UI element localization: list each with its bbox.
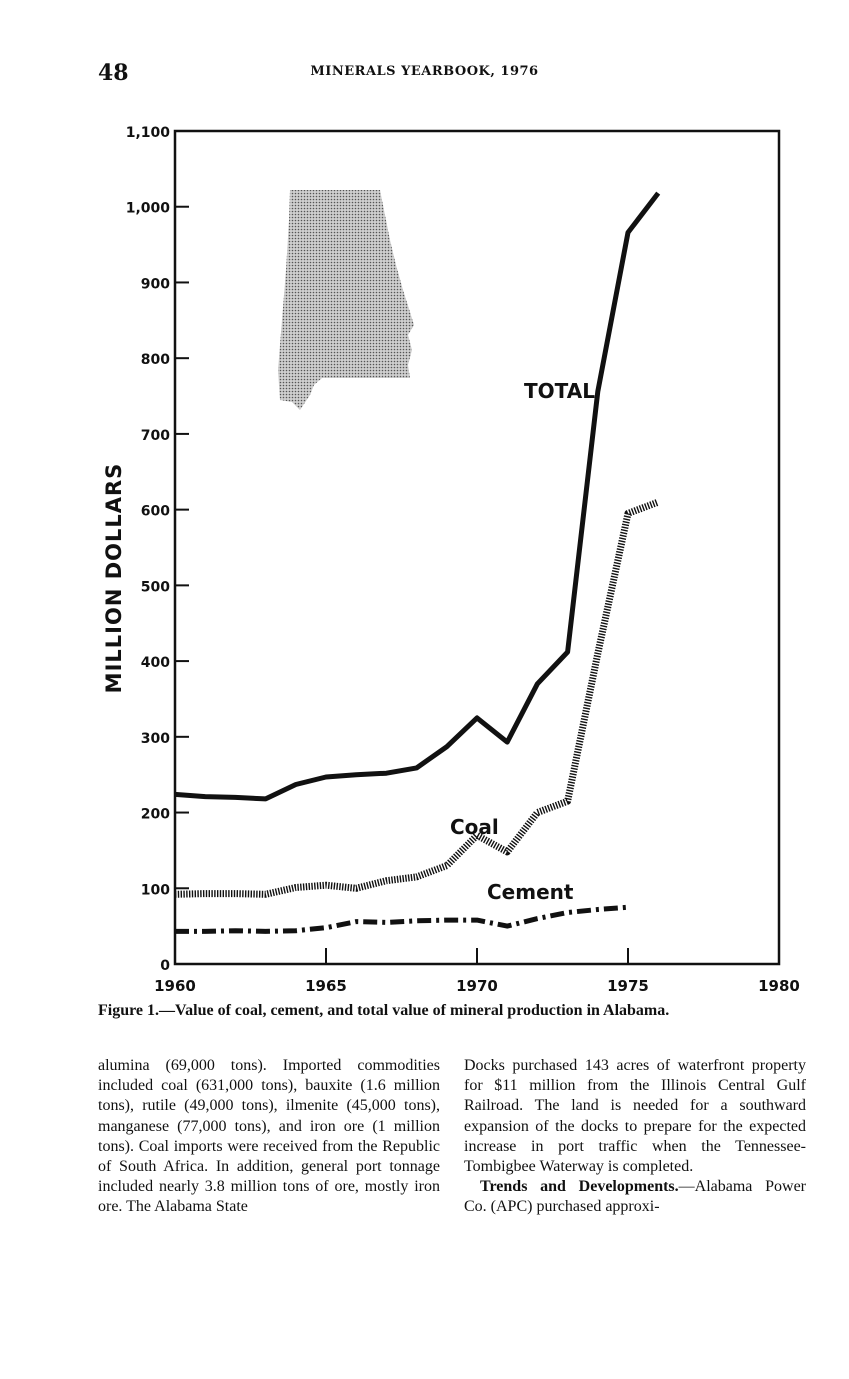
body-column-left	[98, 1056, 440, 1218]
x-tick-label: 1965	[305, 977, 347, 995]
series-label-total: TOTAL	[524, 379, 595, 403]
series-layer	[175, 193, 658, 931]
y-tick-label: 700	[140, 427, 170, 444]
series-line-coal	[175, 502, 658, 894]
y-tick-label: 1,000	[125, 200, 170, 217]
x-tick-label: 1970	[456, 977, 498, 995]
series-label-coal: Coal	[450, 815, 499, 839]
y-tick-label: 400	[140, 655, 170, 672]
body-paragraph: Docks purchased 143 acres of waterfront property for $11 million from the Illinois Central Gulf Railroad. The land is needed for a southward expansion of the docks to prepare for the expected increase in port traffic when the Tennessee-Tombigbee Waterway is completed.	[464, 1057, 806, 1176]
page-number: 48	[98, 60, 129, 86]
body-paragraph	[464, 1177, 806, 1217]
plot-frame	[175, 131, 779, 964]
y-tick-label: 200	[140, 806, 170, 823]
running-head: MINERALS YEARBOOK, 1976	[310, 64, 539, 79]
y-axis	[126, 125, 189, 974]
y-tick-label: 500	[140, 579, 170, 596]
y-tick-label: 300	[140, 730, 170, 747]
alabama-map-icon	[278, 190, 414, 410]
y-tick-label: 900	[140, 276, 170, 293]
x-axis	[154, 948, 800, 995]
x-tick-label: 1960	[154, 977, 196, 995]
y-tick-label: 0	[160, 958, 170, 974]
y-axis-label: MILLION DOLLARS	[102, 462, 126, 694]
x-tick-label: 1980	[758, 977, 800, 995]
series-label-cement: Cement	[487, 880, 574, 904]
section-text: —Alabama Power Co. (APC) purchased approxi-	[464, 1178, 806, 1216]
y-tick-label: 100	[140, 882, 170, 899]
y-tick-label: 600	[140, 503, 170, 520]
body-paragraph: alumina (69,000 tons). Imported commodities included coal (631,000 tons), bauxite (1.6 million tons), rutile (49,000 tons), ilmenite (45,000 tons), manganese (77,000 tons), and iron ore (1 million tons). Coal imports were received from the Republic of South Africa. In addition, general port tonnage included nearly 3.8 million tons of ore, mostly iron ore. The Alabama State	[98, 1057, 440, 1216]
y-tick-label: 800	[140, 352, 170, 369]
body-column-right	[464, 1056, 806, 1218]
series-line-cement	[175, 907, 628, 931]
y-tick-label: 1,100	[125, 125, 170, 141]
section-heading: Trends and Developments.	[480, 1178, 679, 1196]
figure-caption: Figure 1.—Value of coal, cement, and total value of mineral production in Alabama.	[98, 1002, 670, 1019]
x-tick-label: 1975	[607, 977, 649, 995]
